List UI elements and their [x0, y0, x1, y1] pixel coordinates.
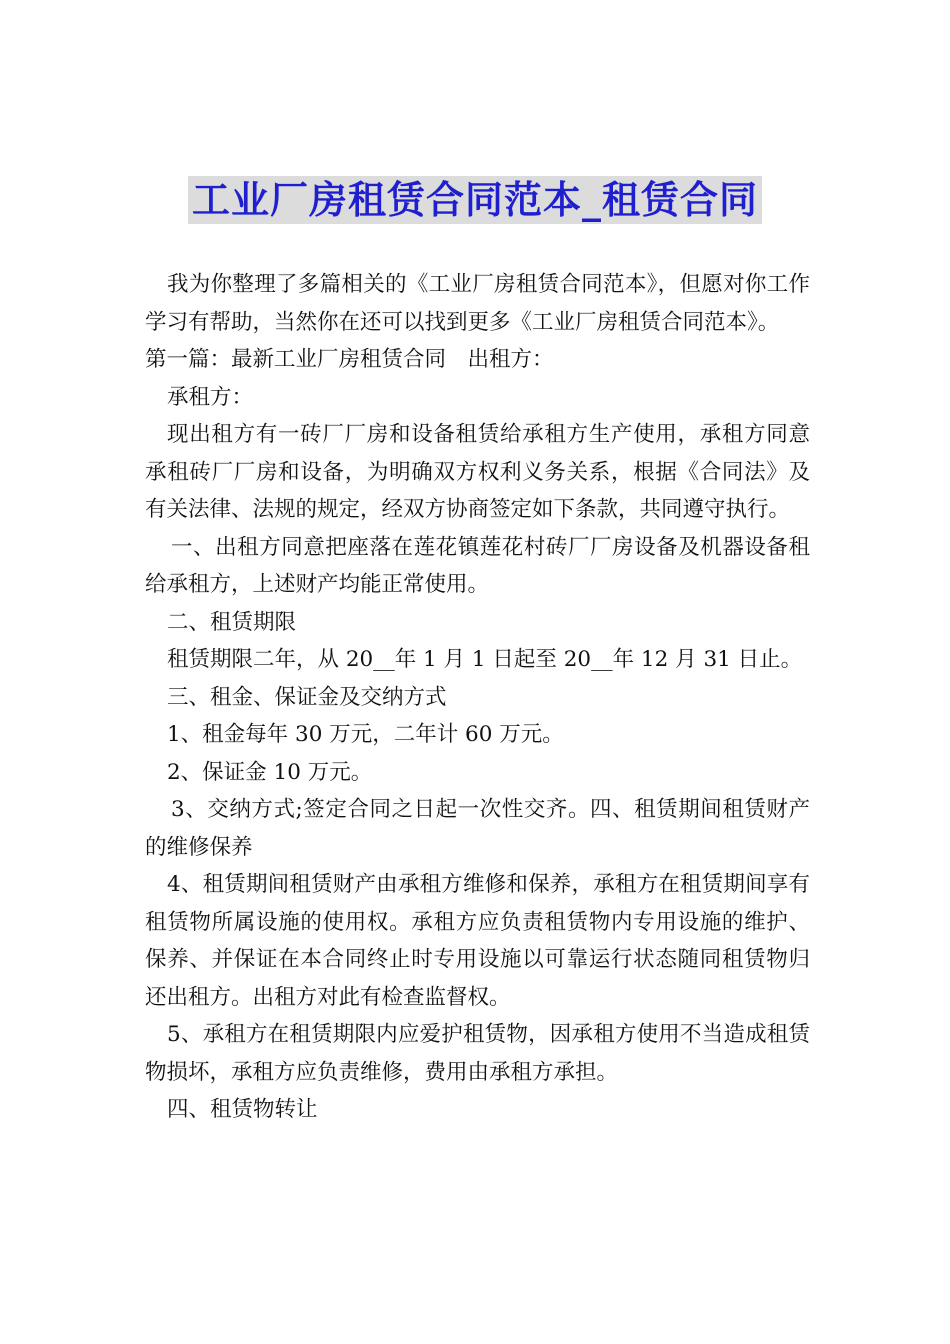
paragraph: 我为你整理了多篇相关的《工业厂房租赁合同范本》，但愿对你工作学习有帮助，当然你在还可以找到更多《工业厂房租赁合同范本》。 [145, 272, 810, 335]
paragraph: 第一篇：最新工业厂房租赁合同 出租方： [145, 347, 554, 372]
paragraph: 二、租赁期限 [167, 609, 297, 635]
document-body [145, 266, 810, 1129]
paragraph: 5、承租方在租赁期限内应爱护租赁物，因承租方使用不当造成租赁物损坏，承租方应负责维修，费用由承租方承担。 [145, 1022, 810, 1085]
paragraph: 承租方： [167, 384, 254, 410]
paragraph: 三、租金、保证金及交纳方式 [167, 684, 447, 710]
paragraph: 现出租方有一砖厂厂房和设备租赁给承租方生产使用，承租方同意承租砖厂厂房和设备，为明确双方权利义务关系，根据《合同法》及有关法律、法规的规定，经双方协商签定如下条款，共同遵守执行。 [145, 422, 810, 522]
paragraph: 4、租赁期间租赁财产由承租方维修和保养，承租方在租赁期间享有租赁物所属设施的使用权。承租方应负责租赁物内专用设施的维护、保养、并保证在本合同终止时专用设施以可靠运行状态随同租赁物归还出租方。出租方对此有检查监督权。 [145, 872, 810, 1010]
paragraph: 1、租金每年 30 万元，二年计 60 万元。 [167, 722, 564, 747]
paragraph: 2、保证金 10 万元。 [167, 759, 373, 785]
paragraph: 租赁期限二年，从 20__年 1 月 1 日起至 20__年 12 月 31 日止。 [167, 647, 803, 672]
paragraph: 四、租赁物转让 [167, 1097, 318, 1122]
paragraph: 一、出租方同意把座落在莲花镇莲花村砖厂厂房设备及机器设备租给承租方，上述财产均能正常使用。 [145, 534, 810, 597]
document-title: 工业厂房租赁合同范本_租赁合同 [188, 176, 762, 224]
paragraph: 3、交纳方式;签定合同之日起一次性交齐。四、租赁期间租赁财产的维修保养 [145, 797, 810, 860]
title-container [0, 176, 950, 224]
